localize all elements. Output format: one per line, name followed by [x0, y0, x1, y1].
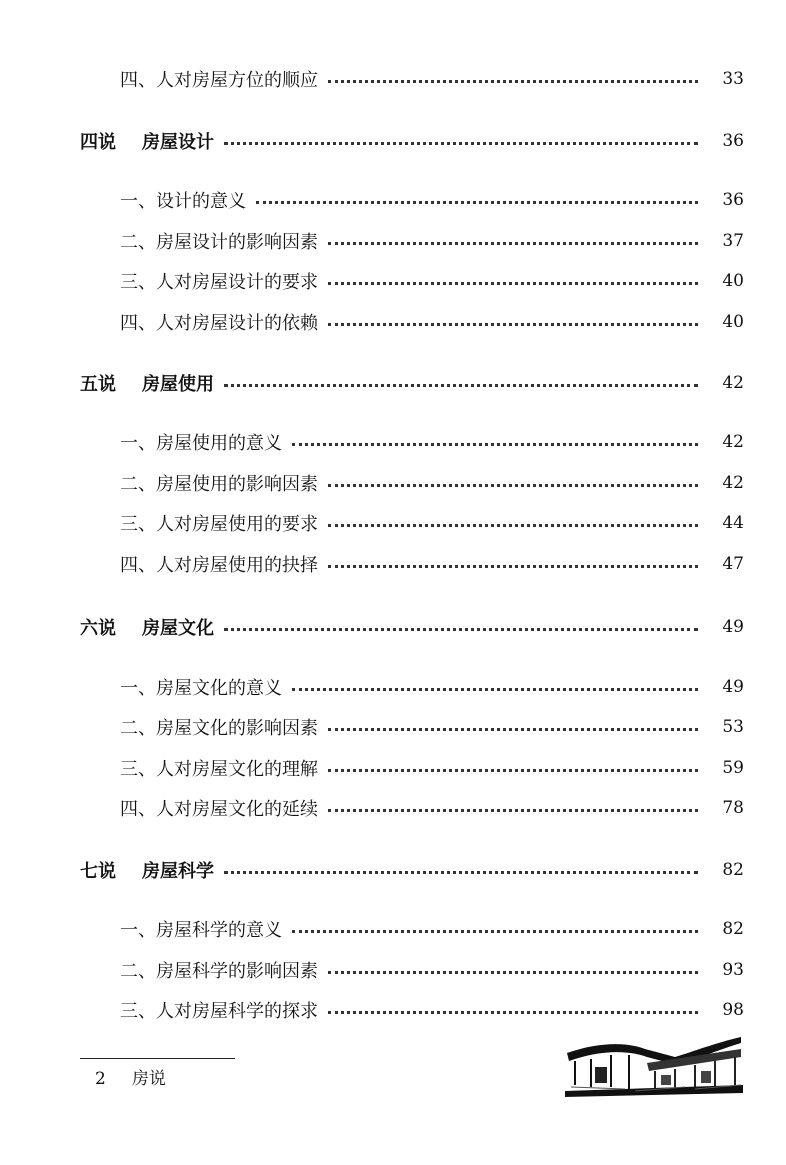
- toc-chapter[interactable]: [0, 126, 786, 156]
- toc-page-number: 33: [722, 69, 744, 89]
- toc-entry[interactable]: [0, 712, 786, 742]
- toc-entry-label: 二、房屋科学的影响因素: [120, 961, 318, 982]
- dot-leader: [224, 384, 698, 387]
- toc-page-number: 40: [722, 271, 744, 291]
- toc-entry-label: 三、人对房屋使用的要求: [120, 514, 318, 535]
- dot-leader: [328, 80, 698, 83]
- chapter-title: 房屋科学: [142, 861, 214, 882]
- dot-leader: [224, 142, 698, 145]
- toc-entry-label: 三、人对房屋设计的要求: [120, 272, 318, 293]
- chapter-title: 房屋文化: [142, 618, 214, 639]
- toc-chapter-heading: [0, 370, 214, 396]
- dot-leader: [328, 524, 698, 527]
- dot-leader: [328, 769, 698, 772]
- dot-leader: [224, 871, 698, 874]
- toc-entry[interactable]: [0, 914, 786, 944]
- toc-page-number: 40: [722, 312, 744, 332]
- toc-chapter-heading: [0, 614, 214, 640]
- toc-entry[interactable]: [0, 64, 786, 94]
- dot-leader: [256, 201, 698, 204]
- dot-leader: [292, 443, 698, 446]
- dot-leader: [328, 565, 698, 568]
- house-illustration: [565, 1035, 743, 1097]
- toc-page-number: 37: [722, 231, 744, 251]
- dot-leader: [328, 1011, 698, 1014]
- toc-entry[interactable]: [0, 307, 786, 337]
- toc-entry-label: 四、人对房屋设计的依赖: [120, 313, 318, 334]
- chapter-number: 七说: [80, 861, 116, 882]
- toc-entry-label: 二、房屋使用的影响因素: [120, 474, 318, 495]
- toc-page-number: 82: [722, 919, 744, 939]
- toc-entry[interactable]: [0, 185, 786, 215]
- dot-leader: [328, 484, 698, 487]
- chapter-number: 六说: [80, 618, 116, 639]
- dot-leader: [328, 971, 698, 974]
- toc-page-number: 49: [722, 617, 744, 637]
- toc-entry[interactable]: [0, 793, 786, 823]
- dot-leader: [328, 323, 698, 326]
- toc-page-number: 98: [722, 1000, 744, 1020]
- chapter-title: 房屋使用: [142, 374, 214, 395]
- footer-rule: [80, 1058, 235, 1059]
- toc-chapter[interactable]: [0, 368, 786, 398]
- toc-page-number: 44: [722, 513, 744, 533]
- dot-leader: [328, 282, 698, 285]
- dot-leader: [292, 688, 698, 691]
- toc-chapter[interactable]: [0, 855, 786, 885]
- toc-page-number: 49: [722, 677, 744, 697]
- toc-entry[interactable]: [0, 995, 786, 1025]
- toc-entry-label: 四、人对房屋文化的延续: [120, 799, 318, 820]
- page-footer: [95, 1064, 166, 1089]
- dot-leader: [328, 809, 698, 812]
- footer-page-number: 2: [95, 1069, 106, 1089]
- toc-entry[interactable]: [0, 468, 786, 498]
- toc-entry-label: 三、人对房屋科学的探求: [120, 1001, 318, 1022]
- toc-entry-label: 四、人对房屋方位的顺应: [120, 70, 318, 91]
- toc-page-number: 42: [722, 473, 744, 493]
- toc-page-number: 78: [722, 798, 744, 818]
- toc-entry-label: 四、人对房屋使用的抉择: [120, 555, 318, 576]
- toc-page-number: 59: [722, 758, 744, 778]
- toc-entry[interactable]: [0, 955, 786, 985]
- toc-page-number: 36: [722, 190, 744, 210]
- dot-leader: [292, 930, 698, 933]
- toc-entry-label: 二、房屋文化的影响因素: [120, 718, 318, 739]
- dot-leader: [328, 242, 698, 245]
- toc-page-number: 53: [722, 717, 744, 737]
- dot-leader: [224, 628, 698, 631]
- toc-entry-label: 二、房屋设计的影响因素: [120, 232, 318, 253]
- chapter-number: 五说: [80, 374, 116, 395]
- toc-page-number: 47: [722, 554, 744, 574]
- toc-chapter-heading: [0, 857, 214, 883]
- toc-entry[interactable]: [0, 753, 786, 783]
- toc-entry[interactable]: [0, 226, 786, 256]
- toc-entry-label: 一、设计的意义: [120, 191, 246, 212]
- toc-chapter[interactable]: [0, 612, 786, 642]
- toc-page-number: 93: [722, 960, 744, 980]
- toc-entry[interactable]: [0, 672, 786, 702]
- toc-entry[interactable]: [0, 549, 786, 579]
- toc-entry-label: 一、房屋文化的意义: [120, 678, 282, 699]
- toc-page-number: 42: [722, 373, 744, 393]
- toc-entry[interactable]: [0, 508, 786, 538]
- toc-page-number: 82: [722, 860, 744, 880]
- toc-entry-label: 三、人对房屋文化的理解: [120, 759, 318, 780]
- toc-chapter-heading: [0, 128, 214, 154]
- toc-page-number: 36: [722, 131, 744, 151]
- toc-entry-label: 一、房屋使用的意义: [120, 433, 282, 454]
- toc-entry[interactable]: [0, 266, 786, 296]
- toc-page-number: 42: [722, 432, 744, 452]
- footer-book-title: 房说: [131, 1069, 166, 1089]
- chapter-title: 房屋设计: [142, 132, 214, 153]
- chapter-number: 四说: [80, 132, 116, 153]
- toc-entry-label: 一、房屋科学的意义: [120, 920, 282, 941]
- toc-entry[interactable]: [0, 427, 786, 457]
- dot-leader: [328, 728, 698, 731]
